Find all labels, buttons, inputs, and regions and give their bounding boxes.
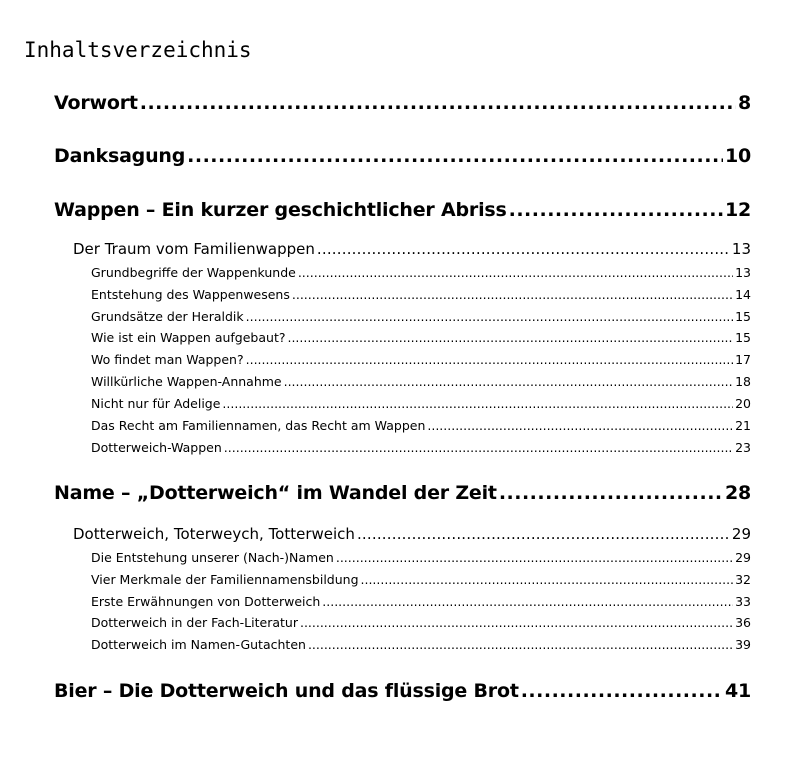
toc-entry-title: Danksagung [54,145,186,167]
dot-leader [499,482,723,504]
toc-entry[interactable] [91,309,751,324]
toc-entry-page-number: 41 [724,680,751,702]
dot-leader [308,637,733,652]
toc-entry-title: Wo findet man Wappen? [91,352,244,367]
toc-entry[interactable] [91,418,751,433]
dot-leader [317,240,730,258]
toc-entry[interactable] [54,482,751,504]
toc-entry[interactable] [73,240,751,258]
toc-entry-page-number: 15 [735,309,751,324]
toc-entry-title: Nicht nur für Adelige [91,396,221,411]
toc-entry[interactable] [91,287,751,302]
dot-leader [357,525,730,543]
toc-entry[interactable] [91,374,751,389]
toc-entry-title: Die Entstehung unserer (Nach-)Namen [91,550,334,565]
toc-entry-page-number: 29 [735,550,751,565]
toc-entry[interactable] [91,265,751,280]
toc-entry-title: Dotterweich in der Fach-Literatur [91,615,298,630]
toc-entry[interactable] [54,680,751,702]
dot-leader [222,396,733,411]
toc-entry[interactable] [91,637,751,652]
toc-entry-page-number: 8 [737,92,751,114]
toc-entry-title: Willkürliche Wappen-Annahme [91,374,282,389]
toc-entry-page-number: 20 [735,396,751,411]
toc-entry[interactable] [91,572,751,587]
dot-leader [287,330,733,345]
toc-entry[interactable] [91,330,751,345]
toc-entry-title: Bier – Die Dotterweich und das flüssige Brot [54,680,519,702]
dot-leader [322,594,733,609]
dot-leader [298,265,733,280]
toc-entry-page-number: 15 [735,330,751,345]
toc-entry-page-number: 33 [735,594,751,609]
toc-entry[interactable] [91,396,751,411]
dot-leader [246,309,733,324]
toc-entry[interactable] [91,352,751,367]
toc-entry-page-number: 14 [735,287,751,302]
toc-entry-page-number: 17 [735,352,751,367]
dot-leader [509,199,723,221]
toc-entry[interactable] [54,199,751,221]
toc-entry-title: Dotterweich, Toterweych, Totterweich [73,525,355,543]
toc-entry[interactable] [73,525,751,543]
toc-entry-page-number: 39 [735,637,751,652]
toc-entry-title: Wie ist ein Wappen aufgebaut? [91,330,286,345]
toc-entry-page-number: 12 [724,199,751,221]
toc-entry-page-number: 13 [735,265,751,280]
toc-entry-page-number: 18 [735,374,751,389]
toc-entry-page-number: 29 [731,525,751,543]
toc-entry-title: Dotterweich-Wappen [91,440,222,455]
toc-entry[interactable] [54,145,751,167]
dot-leader [246,352,733,367]
dot-leader [140,92,736,114]
toc-entry-page-number: 10 [724,145,751,167]
toc-entry[interactable] [91,440,751,455]
toc-entry-title: Entstehung des Wappenwesens [91,287,290,302]
toc-entry-page-number: 21 [735,418,751,433]
toc-entry-page-number: 23 [735,440,751,455]
toc-entry-page-number: 13 [731,240,751,258]
toc-entry-title: Das Recht am Familiennamen, das Recht am Wappen [91,418,426,433]
dot-leader [292,287,733,302]
toc-entry-title: Grundbegriffe der Wappenkunde [91,265,296,280]
toc-entry[interactable] [54,92,751,114]
toc-entry[interactable] [91,594,751,609]
toc-entry-title: Der Traum vom Familienwappen [73,240,315,258]
toc-entry-title: Vier Merkmale der Familiennamensbildung [91,572,359,587]
dot-leader [521,680,723,702]
toc-entry-title: Vorwort [54,92,138,114]
dot-leader [427,418,733,433]
toc-entry[interactable] [91,615,751,630]
toc-entry[interactable] [91,550,751,565]
dot-leader [187,145,723,167]
toc-entry-title: Wappen – Ein kurzer geschichtlicher Abriss [54,199,507,221]
toc-entry-page-number: 28 [724,482,751,504]
toc-heading: Inhaltsverzeichnis [24,38,252,62]
toc-entry-title: Erste Erwähnungen von Dotterweich [91,594,321,609]
dot-leader [300,615,733,630]
toc-entry-title: Grundsätze der Heraldik [91,309,244,324]
dot-leader [284,374,733,389]
toc-entry-page-number: 36 [735,615,751,630]
toc-entry-title: Name – „Dotterweich“ im Wandel der Zeit [54,482,497,504]
toc-entry-page-number: 32 [735,572,751,587]
toc-entry-title: Dotterweich im Namen-Gutachten [91,637,306,652]
dot-leader [224,440,733,455]
dot-leader [336,550,733,565]
dot-leader [361,572,734,587]
